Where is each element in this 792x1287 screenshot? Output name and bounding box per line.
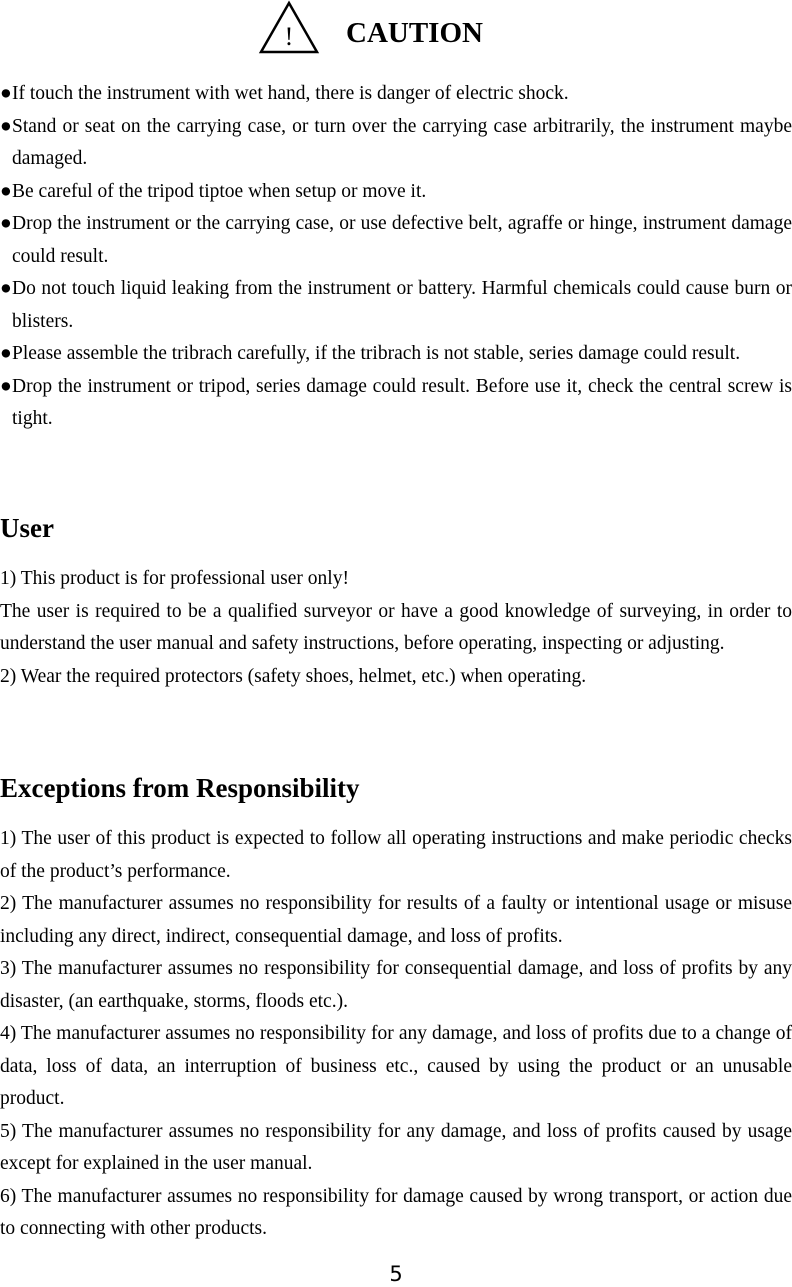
user-paragraph: The user is required to be a qualified surveyor or have a good knowledge of surveying, in order to understand the user manual and safety instructions, before operating, inspecting or adjusting. (0, 600, 792, 654)
bullet-icon: ● (0, 343, 12, 364)
page-number: 5 (389, 1262, 403, 1286)
exceptions-section-title: Exceptions from Responsibility (0, 773, 360, 803)
exceptions-paragraph: 3) The manufacturer assumes no responsibility for consequential damage, and loss of profits by any disaster, (an earthquake, storms, floods etc.). (0, 958, 792, 1012)
caution-item: ●Please assemble the tribrach carefully, if the tribrach is not stable, series damage could result. (0, 338, 792, 371)
caution-item: ●Drop the instrument or the carrying case, or use defective belt, agraffe or hinge, instrument damage could result. (0, 208, 792, 273)
caution-item: ●Do not touch liquid leaking from the instrument or battery. Harmful chemicals could cause burn or blisters. (0, 273, 792, 338)
bullet-icon: ● (0, 115, 12, 137)
exceptions-section-body (0, 823, 792, 1246)
user-paragraph: 2) Wear the required protectors (safety shoes, helmet, etc.) when operating. (0, 665, 587, 687)
exceptions-paragraph: 6) The manufacturer assumes no responsibility for damage caused by wrong transport, or action due to connecting with other products. (0, 1185, 792, 1239)
caution-list (0, 78, 792, 436)
caution-item: ●Be careful of the tripod tiptoe when setup or move it. (0, 176, 792, 209)
warning-icon-glyph: ! (284, 22, 294, 51)
caution-item: ●Stand or seat on the carrying case, or turn over the carrying case arbitrarily, the instrument maybe damaged. (0, 111, 792, 176)
exceptions-paragraph: 1) The user of this product is expected to follow all operating instructions and make periodic checks of the product’s performance. (0, 828, 792, 882)
bullet-icon: ● (0, 375, 12, 397)
caution-header (258, 0, 558, 56)
user-paragraph: 1) This product is for professional user only! (0, 568, 349, 589)
warning-triangle-icon (258, 0, 320, 56)
bullet-icon: ● (0, 213, 12, 234)
exceptions-paragraph: 4) The manufacturer assumes no responsibility for any damage, and loss of profits due to a change of data, loss of data, an interruption of business etc., caused by using the product or an unusable product. (0, 1023, 792, 1109)
bullet-icon: ● (0, 278, 12, 299)
user-section-title: User (0, 513, 54, 543)
exceptions-paragraph: 2) The manufacturer assumes no responsibility for results of a faulty or intentional usage or misuse including any direct, indirect, consequential damage, and loss of profits. (0, 893, 792, 947)
bullet-icon: ● (0, 180, 12, 202)
user-section-body (0, 563, 792, 693)
exceptions-paragraph: 5) The manufacturer assumes no responsibility for any damage, and loss of profits caused by usage except for explained in the user manual. (0, 1120, 792, 1174)
caution-title: CAUTION (346, 16, 483, 49)
caution-item: ●If touch the instrument with wet hand, there is danger of electric shock. (0, 78, 792, 111)
bullet-icon: ● (0, 83, 12, 104)
caution-item: ●Drop the instrument or tripod, series damage could result. Before use it, check the central screw is tight. (0, 371, 792, 436)
